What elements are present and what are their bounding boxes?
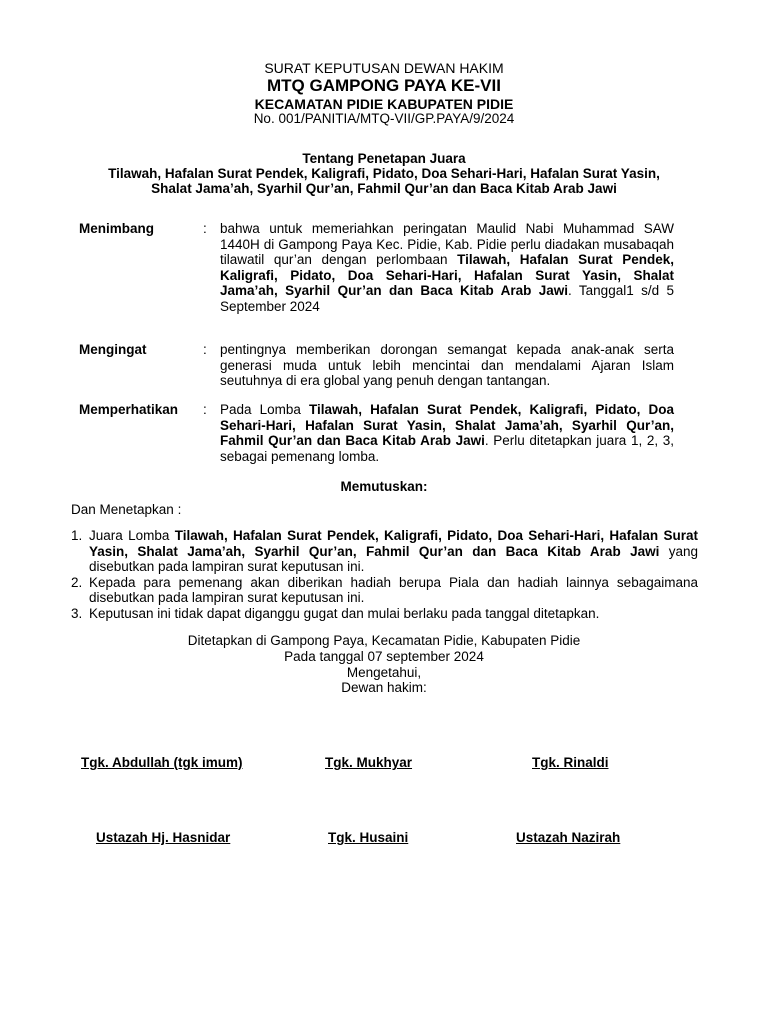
- signatory-name: Tgk. Abdullah (tgk imum): [81, 755, 243, 770]
- closing-known: Mengetahui,: [346, 665, 422, 680]
- consideration-colon: :: [203, 402, 207, 417]
- text-part: Kepada para pemenang akan diberikan hadiah berupa Piala dan hadiah lainnya sebagaimana disebutkan pada lampiran surat keputusan ini.: [89, 574, 698, 605]
- text-part: yang disebutkan pada lampiran surat keputusan ini.: [89, 543, 698, 574]
- document-number: No. 001/PANITIA/MTQ-VII/GP.PAYA/9/2024: [253, 111, 515, 126]
- consideration-text: [220, 402, 674, 464]
- list-item: [71, 575, 698, 606]
- text-part: pentingnya memberikan dorongan semangat kepada anak-anak serta generasi muda untuk lebih mencintai dan mendalami Ajaran Islam seutuhnya di era global yang penuh dengan tantangan.: [220, 342, 674, 388]
- consideration-text: [220, 342, 674, 389]
- signatory-name: Tgk. Husaini: [328, 830, 409, 845]
- header-event: MTQ GAMPONG PAYA KE-VII: [267, 76, 501, 95]
- text-part: Juara Lomba: [89, 528, 175, 543]
- signatory-name: Ustazah Nazirah: [516, 830, 621, 845]
- subject-line: Shalat Jama’ah, Syarhil Qur’an, Fahmil Qur’an dan Baca Kitab Arab Jawi: [151, 181, 617, 196]
- signatory-name: Tgk. Rinaldi: [532, 755, 609, 770]
- text-part: . Perlu ditetapkan juara 1, 2, 3, sebagai pemenang lomba.: [220, 433, 674, 464]
- subject-line: Tilawah, Hafalan Surat Pendek, Kaligrafi, Pidato, Doa Sehari-Hari, Hafalan Surat Yasin,: [108, 166, 660, 181]
- text-part: . Tanggal1 s/d 5 September 2024: [220, 283, 674, 314]
- decision-list: [71, 528, 698, 621]
- signatory-name: Ustazah Hj. Hasnidar: [96, 830, 231, 845]
- text-part: Pada Lomba: [220, 402, 310, 417]
- text-part: bahwa untuk memeriahkan peringatan Maulid Nabi Muhammad SAW 1440H di Gampong Paya Kec. Pidie, Kab. Pidie perlu diadakan musabaqah tilawatil qur’an dengan perlombaan: [220, 221, 674, 267]
- text-bold-part: Tilawah, Hafalan Surat Pendek, Kaligrafi, Pidato, Doa Sehari-Hari, Hafalan Surat Yasin, Shalat Jama’ah, Syarhil Qur’an, Fahmil Qur’an dan Baca Kitab Arab Jawi: [220, 402, 675, 448]
- text-part: Keputusan ini tidak dapat diganggu gugat dan mulai berlaku pada tanggal ditetapkan.: [89, 605, 600, 621]
- list-number: 1.: [71, 528, 83, 543]
- consideration-label: Mengingat: [79, 342, 147, 357]
- consideration-colon: :: [203, 342, 207, 357]
- consideration-text: [220, 221, 674, 314]
- subject-title: Tentang Penetapan Juara: [302, 151, 466, 166]
- consideration-label: Menimbang: [79, 221, 155, 236]
- closing-board: Dewan hakim:: [341, 680, 427, 695]
- header-district: KECAMATAN PIDIE KABUPATEN PIDIE: [254, 96, 514, 112]
- closing-date: Pada tanggal 07 september 2024: [284, 649, 484, 664]
- decision-heading: Memutuskan:: [340, 479, 428, 494]
- list-number: 2.: [71, 574, 83, 590]
- consideration-label: Memperhatikan: [79, 402, 179, 417]
- list-item: [71, 606, 698, 622]
- closing-place: Ditetapkan di Gampong Paya, Kecamatan Pidie, Kabupaten Pidie: [187, 633, 581, 648]
- decision-intro: Dan Menetapkan :: [71, 502, 182, 517]
- text-bold-part: Tilawah, Hafalan Surat Pendek, Kaligrafi, Pidato, Doa Sehari-Hari, Hafalan Surat Yasin, Shalat Jama’ah, Syarhil Qur’an dan Baca Kitab Arab Jawi: [220, 252, 674, 298]
- list-item: [71, 528, 698, 575]
- header-title: SURAT KEPUTUSAN DEWAN HAKIM: [264, 60, 504, 76]
- text-bold-part: Tilawah, Hafalan Surat Pendek, Kaligrafi, Pidato, Doa Sehari-Hari, Hafalan Surat Yasin, Shalat Jama’ah, Syarhil Qur’an, Fahmil Qur’an dan Baca Kitab Arab Jawi: [89, 528, 698, 559]
- consideration-colon: :: [203, 221, 207, 236]
- list-number: 3.: [71, 605, 83, 621]
- signatory-name: Tgk. Mukhyar: [325, 755, 413, 770]
